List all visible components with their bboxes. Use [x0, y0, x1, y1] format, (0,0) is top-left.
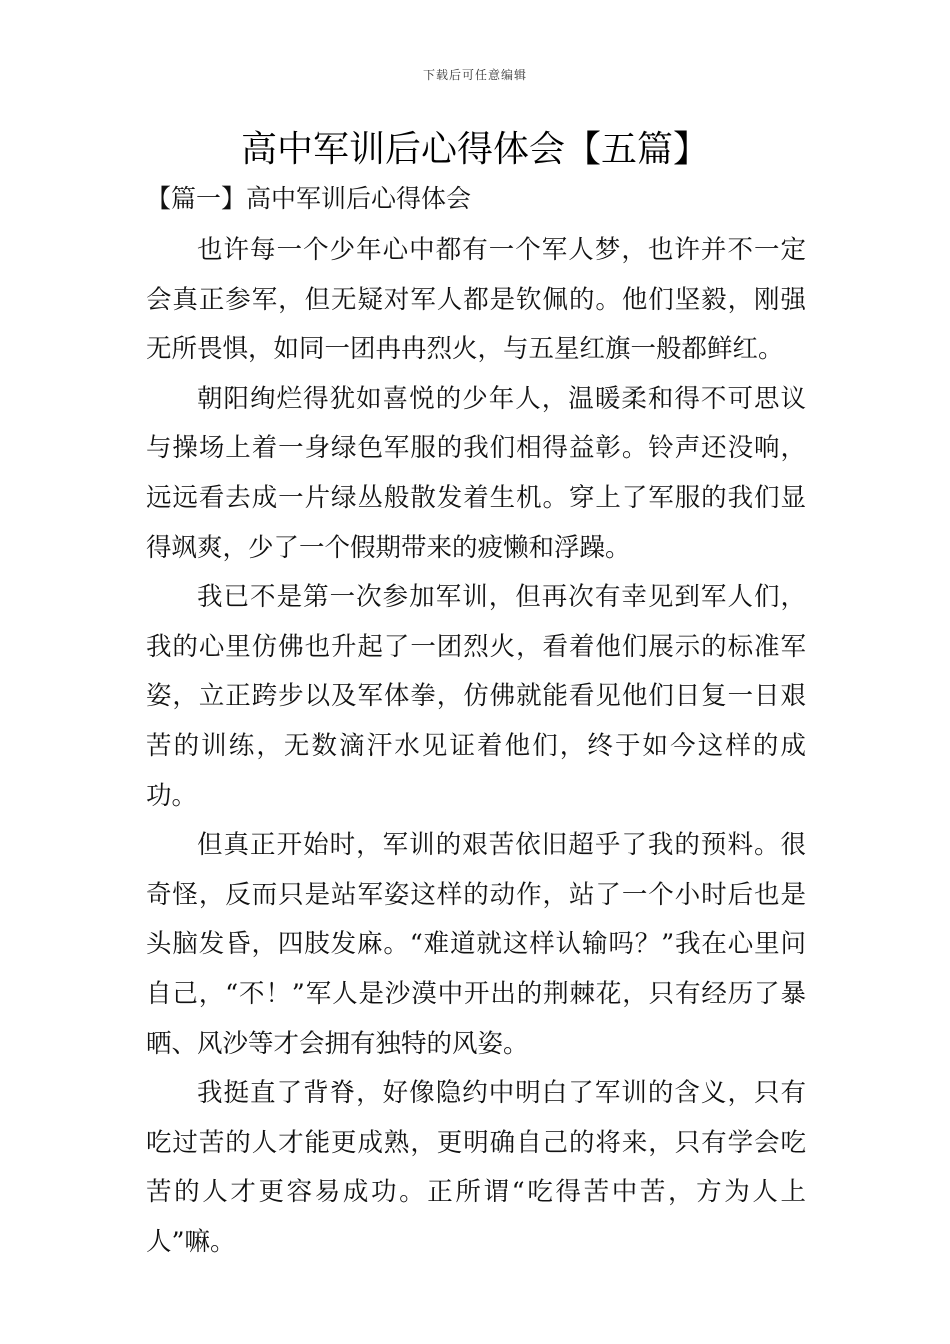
document-title: 高中军训后心得体会【五篇】 — [240, 129, 709, 170]
paragraph-5: 我挺直了背脊，好像隐约中明白了军训的含义，只有吃过苦的人才能更成熟，更明确自己的将来，只有学会吃苦的人才更容易成功。正所谓“吃得苦中苦，方为人上人”嘛。 — [146, 1078, 806, 1257]
section-heading: 【篇一】高中军训后心得体会 — [146, 184, 472, 213]
header-note: 下载后可任意编辑 — [422, 68, 527, 82]
paragraph-1: 也许每一个少年心中都有一个军人梦，也许并不一定会真正参军，但无疑对军人都是钦佩的。他们坚毅，刚强无所畏惧，如同一团冉冉烈火，与五星红旗一般都鲜红。 — [146, 235, 806, 365]
paragraph-3: 我已不是第一次参加军训，但再次有幸见到军人们，我的心里仿佛也升起了一团烈火，看着他们展示的标准军姿，立正跨步以及军体拳，仿佛就能看见他们日复一日艰苦的训练，无数滴汗水见证着他们，终于如今这样的成功。 — [146, 582, 806, 811]
body-text — [146, 226, 806, 1267]
paragraph-2: 朝阳绚烂得犹如喜悦的少年人，温暖柔和得不可思议与操场上着一身绿色军服的我们相得益彰。铃声还没响，远远看去成一片绿丛般散发着生机。穿上了军服的我们显得飒爽，少了一个假期带来的疲懒和浮躁。 — [146, 383, 806, 563]
paragraph-4: 但真正开始时，军训的艰苦依旧超乎了我的预料。很奇怪，反而只是站军姿这样的动作，站了一个小时后也是头脑发昏，四肢发麻。“难道就这样认输吗？”我在心里问自己，“不！”军人是沙漠中开出的荆棘花，只有经历了暴晒、风沙等才会拥有独特的风姿。 — [146, 830, 806, 1059]
